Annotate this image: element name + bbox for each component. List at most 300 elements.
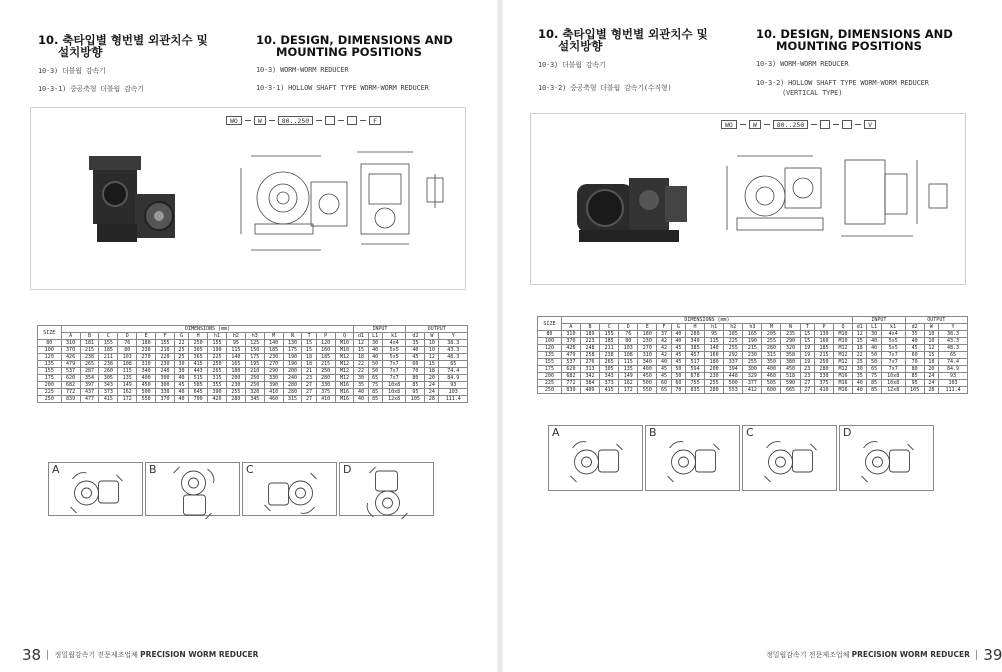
table-column-header: Y: [439, 333, 468, 340]
table-cell: 40: [671, 331, 685, 338]
table-cell: 225: [38, 389, 62, 396]
table-cell: 215: [743, 345, 762, 352]
table-cell: 149: [118, 382, 137, 389]
table-cell: 343: [600, 373, 619, 380]
code-cell: V: [864, 120, 876, 129]
table-cell: 5x5: [382, 347, 406, 354]
table-cell: 270: [137, 354, 156, 361]
table-column-header: h3: [245, 333, 264, 340]
table-cell: 84.9: [939, 366, 968, 373]
table-cell: 200: [538, 373, 562, 380]
table-subheader-row: [538, 324, 968, 331]
table-cell: 85: [867, 380, 881, 387]
gearbox-orientation-icon: [148, 465, 239, 515]
table-column-header: C: [99, 333, 118, 340]
table-cell: 342: [580, 373, 599, 380]
right-figure-frame: [530, 113, 966, 285]
table-cell: 23: [302, 375, 316, 382]
table-cell: 42: [657, 352, 671, 359]
table-cell: M12: [335, 361, 354, 368]
table-cell: 450: [781, 366, 800, 373]
mounting-position-letter: B: [649, 426, 657, 439]
table-cell: 149: [619, 373, 638, 380]
table-cell: 537: [561, 359, 580, 366]
table-cell: 80: [406, 375, 425, 382]
table-cell: 200: [283, 368, 302, 375]
table-cell: 400: [137, 375, 156, 382]
table-cell: 180: [226, 368, 245, 375]
table-cell: 223: [580, 338, 599, 345]
table-cell: 310: [561, 331, 580, 338]
table-cell: 250: [189, 340, 208, 347]
table-cell: 190: [208, 347, 227, 354]
table-cell: 280: [283, 382, 302, 389]
table-row: [538, 366, 968, 373]
table-cell: M12: [834, 352, 853, 359]
table-column-header: L1: [867, 324, 881, 331]
table-cell: 160: [316, 347, 335, 354]
left-footer: [22, 646, 258, 664]
gearbox-orientation-icon: [342, 465, 433, 515]
table-cell: 255: [705, 380, 724, 387]
table-cell: 48.3: [439, 354, 468, 361]
table-row: [38, 361, 468, 368]
table-cell: 75: [867, 373, 881, 380]
code-cell: [820, 120, 830, 129]
table-column-header: F: [156, 333, 175, 340]
table-cell: 21: [302, 368, 316, 375]
table-cell: 250: [208, 361, 227, 368]
table-cell: 125: [245, 340, 264, 347]
table-cell: 4x4: [382, 340, 406, 347]
table-cell: 50: [867, 359, 881, 366]
table-cell: 190: [743, 338, 762, 345]
table-cell: M10: [834, 331, 853, 338]
table-cell: 18: [924, 359, 938, 366]
table-cell: 40: [406, 347, 425, 354]
table-cell: 358: [781, 352, 800, 359]
table-row: [538, 352, 968, 359]
table-cell: M12: [335, 368, 354, 375]
table-cell: 19: [800, 352, 814, 359]
right-dimension-table: [537, 316, 968, 394]
table-cell: 45: [905, 345, 924, 352]
table-cell: 200: [226, 375, 245, 382]
table-cell: 330: [814, 373, 833, 380]
table-cell: 12: [853, 331, 867, 338]
table-cell: 370: [156, 396, 175, 403]
table-header-dimensions: DIMENSIONS (mm): [561, 317, 852, 324]
left-dimension-drawing: [221, 138, 461, 286]
table-cell: 7x7: [881, 352, 905, 359]
table-cell: 230: [638, 338, 657, 345]
table-column-header: G: [671, 324, 685, 331]
left-title-ko-line2: 설치방향: [58, 45, 103, 59]
table-cell: 518: [781, 373, 800, 380]
table-column-header: A: [561, 324, 580, 331]
table-cell: 24: [425, 389, 439, 396]
table-cell: M10: [834, 338, 853, 345]
table-cell: 665: [781, 387, 800, 394]
mounting-position-letter: A: [52, 463, 60, 476]
gearbox-orientation-icon: [745, 428, 836, 490]
table-cell: 230: [137, 347, 156, 354]
table-cell: M16: [335, 382, 354, 389]
table-cell: 460: [762, 373, 781, 380]
table-row: [38, 396, 468, 403]
table-cell: 103: [439, 389, 468, 396]
table-cell: 409: [580, 387, 599, 394]
table-cell: 20: [425, 375, 439, 382]
table-column-header: d1: [354, 333, 368, 340]
table-cell: M16: [335, 389, 354, 396]
table-cell: 420: [208, 396, 227, 403]
table-cell: 329: [743, 373, 762, 380]
table-cell: 457: [686, 352, 705, 359]
table-cell: 250: [814, 359, 833, 366]
right-title-ko-line2: 설치방향: [558, 39, 603, 53]
table-cell: 290: [781, 338, 800, 345]
table-cell: 40: [354, 396, 368, 403]
table-cell: 45: [671, 352, 685, 359]
footer-ko: 정밀웜감속기 전문제조업체: [54, 651, 138, 659]
table-cell: 448: [724, 373, 743, 380]
code-cell: F: [369, 116, 381, 125]
table-cell: 40: [867, 338, 881, 345]
table-cell: 443: [189, 368, 208, 375]
table-row: [538, 359, 968, 366]
table-cell: 415: [99, 396, 118, 403]
table-cell: M12: [834, 366, 853, 373]
table-cell: 111.4: [939, 387, 968, 394]
table-cell: 30: [174, 368, 188, 375]
table-cell: M12: [834, 359, 853, 366]
table-cell: 772: [61, 389, 80, 396]
table-cell: 400: [762, 366, 781, 373]
table-cell: 10: [425, 347, 439, 354]
table-cell: 42: [657, 345, 671, 352]
table-cell: 185: [600, 338, 619, 345]
table-cell: 30: [174, 361, 188, 368]
right-sub2-ko: 10-3-2) 중공축형 더블웜 감속기(수직형): [538, 84, 672, 92]
table-cell: 105: [406, 396, 425, 403]
table-cell: M12: [335, 375, 354, 382]
footer-en: PRECISION WORM REDUCER: [140, 650, 259, 659]
table-row: [38, 389, 468, 396]
table-cell: 65: [657, 387, 671, 394]
right-title-ko-line1: 10. 축타입별 형번별 외관치수 및: [538, 27, 708, 41]
table-cell: 75: [368, 382, 382, 389]
table-cell: 24: [924, 380, 938, 387]
table-cell: 43.3: [939, 338, 968, 345]
table-cell: 175: [38, 375, 62, 382]
mounting-position-letter: B: [149, 463, 157, 476]
code-cell: W: [254, 116, 266, 125]
table-cell: 155: [600, 331, 619, 338]
table-cell: 10x8: [881, 373, 905, 380]
table-header-size: SIZE: [38, 326, 62, 340]
table-cell: 115: [118, 368, 137, 375]
table-cell: 20: [924, 366, 938, 373]
table-cell: 162: [619, 380, 638, 387]
table-cell: 85: [368, 389, 382, 396]
gearbox-orientation-icon: [648, 428, 739, 490]
table-cell: 839: [561, 387, 580, 394]
table-cell: 305: [600, 366, 619, 373]
table-cell: 190: [283, 361, 302, 368]
table-cell: 160: [705, 352, 724, 359]
table-cell: 50: [368, 368, 382, 375]
table-cell: 95: [905, 380, 924, 387]
table-cell: 230: [264, 354, 283, 361]
page-number: 39: [983, 646, 1002, 664]
table-cell: 415: [600, 387, 619, 394]
table-cell: 50: [867, 352, 881, 359]
table-cell: 15: [425, 361, 439, 368]
footer-ko: 정밀웜감속기 전문제조업체: [766, 651, 850, 659]
table-cell: 35: [406, 340, 425, 347]
table-cell: 40: [905, 338, 924, 345]
table-cell: 19: [800, 359, 814, 366]
table-cell: 172: [619, 387, 638, 394]
table-cell: 18: [853, 345, 867, 352]
table-cell: 250: [245, 375, 264, 382]
table-cell: 258: [580, 352, 599, 359]
table-cell: 340: [686, 338, 705, 345]
table-column-header: d2: [406, 333, 425, 340]
table-cell: 537: [61, 368, 80, 375]
code-cell: [842, 120, 852, 129]
table-column-header: k1: [881, 324, 905, 331]
table-cell: 27: [800, 380, 814, 387]
table-column-header: C: [600, 324, 619, 331]
table-cell: 135: [38, 361, 62, 368]
table-cell: 175: [283, 347, 302, 354]
mounting-position-c: [742, 425, 837, 491]
table-cell: 15: [800, 331, 814, 338]
table-row: [538, 380, 968, 387]
left-page: [0, 0, 500, 672]
right-sub2-en-line2: (VERTICAL TYPE): [782, 89, 843, 97]
table-cell: 10: [924, 338, 938, 345]
table-cell: 23: [800, 366, 814, 373]
table-cell: 500: [724, 380, 743, 387]
table-cell: 225: [724, 338, 743, 345]
table-cell: 95: [406, 389, 425, 396]
table-cell: 76: [118, 340, 137, 347]
table-cell: 10: [924, 331, 938, 338]
table-cell: 460: [264, 396, 283, 403]
table-cell: M10: [335, 340, 354, 347]
table-cell: 211: [99, 354, 118, 361]
table-cell: 250: [538, 387, 562, 394]
table-column-header: G: [174, 333, 188, 340]
code-cell: 80..250: [278, 116, 313, 125]
table-cell: 95: [226, 340, 245, 347]
table-cell: 700: [189, 396, 208, 403]
table-cell: 93: [439, 382, 468, 389]
table-cell: 10x8: [382, 389, 406, 396]
table-cell: 345: [245, 396, 264, 403]
table-cell: 215: [814, 352, 833, 359]
table-header-output: OUTPUT: [905, 317, 967, 324]
table-cell: 181: [80, 340, 99, 347]
table-cell: 45: [657, 366, 671, 373]
right-page: [500, 0, 1000, 672]
table-cell: 410: [316, 396, 335, 403]
table-cell: 200: [38, 382, 62, 389]
left-dimension-table: [37, 325, 468, 403]
table-cell: 5x5: [881, 338, 905, 345]
table-cell: 15: [302, 347, 316, 354]
table-cell: 25: [853, 359, 867, 366]
table-row: [538, 338, 968, 345]
table-header-dimensions: DIMENSIONS (mm): [61, 326, 354, 333]
table-column-header: F: [657, 324, 671, 331]
left-title-ko-line1: 10. 축타입별 형번별 외관치수 및: [38, 33, 208, 47]
table-row: [538, 331, 968, 338]
table-cell: 397: [80, 382, 99, 389]
table-cell: 230: [705, 373, 724, 380]
table-cell: 12: [354, 340, 368, 347]
table-cell: 74.4: [439, 368, 468, 375]
gearbox-orientation-icon: [51, 465, 142, 515]
table-column-header: N: [283, 333, 302, 340]
table-column-header: A: [61, 333, 80, 340]
table-cell: 620: [61, 375, 80, 382]
table-cell: 7x7: [881, 359, 905, 366]
table-cell: 390: [264, 382, 283, 389]
table-cell: 225: [538, 380, 562, 387]
table-cell: 313: [580, 366, 599, 373]
table-cell: 22: [174, 340, 188, 347]
table-cell: 27: [302, 389, 316, 396]
table-cell: 190: [283, 354, 302, 361]
table-cell: 100: [38, 347, 62, 354]
table-cell: 15: [924, 352, 938, 359]
right-title-en: [756, 28, 953, 52]
table-cell: M16: [834, 387, 853, 394]
table-cell: 18: [302, 354, 316, 361]
table-cell: 437: [80, 389, 99, 396]
table-cell: 80: [538, 331, 562, 338]
table-row: [38, 354, 468, 361]
table-cell: 38.3: [939, 331, 968, 338]
table-column-header: B: [580, 324, 599, 331]
left-title-en-line2: MOUNTING POSITIONS: [276, 45, 422, 59]
table-cell: 210: [156, 347, 175, 354]
table-cell: 22: [853, 352, 867, 359]
table-body: [38, 340, 468, 403]
mounting-position-letter: D: [843, 426, 852, 439]
left-model-code: [226, 116, 381, 125]
table-cell: 30: [368, 340, 382, 347]
table-cell: 28: [425, 396, 439, 403]
gearbox-orientation-icon: [551, 428, 642, 490]
table-cell: 270: [638, 345, 657, 352]
mounting-position-c: [242, 462, 337, 516]
table-cell: 28: [924, 387, 938, 394]
table-cell: 380: [781, 359, 800, 366]
table-cell: 265: [208, 368, 227, 375]
mounting-position-a: [48, 462, 143, 516]
table-cell: 370: [61, 347, 80, 354]
table-cell: 175: [245, 354, 264, 361]
table-cell: 276: [580, 359, 599, 366]
table-cell: 35: [905, 331, 924, 338]
table-cell: 310: [638, 352, 657, 359]
table-cell: 135: [118, 375, 137, 382]
table-cell: 377: [743, 380, 762, 387]
table-cell: 10x8: [382, 382, 406, 389]
table-cell: 130: [814, 331, 833, 338]
mounting-position-a: [548, 425, 643, 491]
table-cell: 180: [705, 359, 724, 366]
table-column-header: W: [425, 333, 439, 340]
table-column-header: T: [302, 333, 316, 340]
table-cell: 65: [439, 361, 468, 368]
table-cell: 155: [99, 340, 118, 347]
code-cell: WO: [721, 120, 737, 129]
table-cell: 515: [189, 375, 208, 382]
table-cell: 370: [561, 338, 580, 345]
page-number: 38: [22, 646, 42, 664]
table-cell: 35: [853, 373, 867, 380]
right-sub2-en: 10-3-2) HOLLOW SHAFT TYPE WORM-WORM REDUCER: [756, 79, 929, 87]
mounting-position-letter: A: [552, 426, 560, 439]
table-cell: 305: [99, 375, 118, 382]
table-cell: 225: [208, 354, 227, 361]
table-cell: 235: [781, 331, 800, 338]
table-cell: 50: [671, 366, 685, 373]
table-cell: 150: [245, 347, 264, 354]
table-cell: 135: [619, 366, 638, 373]
table-cell: 373: [99, 389, 118, 396]
table-cell: 255: [743, 359, 762, 366]
table-cell: 384: [580, 380, 599, 387]
table-cell: 477: [80, 396, 99, 403]
table-column-header: P: [316, 333, 335, 340]
table-cell: 287: [80, 368, 99, 375]
table-cell: 60: [406, 361, 425, 368]
code-cell: W: [749, 120, 761, 129]
table-cell: 111.4: [439, 396, 468, 403]
table-cell: 100: [538, 338, 562, 345]
table-cell: 550: [638, 387, 657, 394]
table-cell: 550: [137, 396, 156, 403]
table-cell: 18: [425, 368, 439, 375]
table-cell: 7x7: [881, 366, 905, 373]
table-row: [38, 340, 468, 347]
table-cell: 354: [80, 375, 99, 382]
gearbox-orientation-icon: [245, 465, 336, 515]
table-column-header: Q: [335, 333, 354, 340]
table-cell: 65: [939, 352, 968, 359]
table-cell: 140: [264, 340, 283, 347]
table-column-header: T: [800, 324, 814, 331]
table-cell: 27: [302, 382, 316, 389]
table-cell: 27: [302, 396, 316, 403]
table-cell: 22: [354, 361, 368, 368]
table-column-header: E: [638, 324, 657, 331]
table-header-input: INPUT: [354, 326, 406, 333]
table-column-header: N: [781, 324, 800, 331]
table-cell: 38.3: [439, 340, 468, 347]
table-column-header: Y: [939, 324, 968, 331]
table-column-header: h2: [724, 324, 743, 331]
table-cell: 215: [316, 361, 335, 368]
table-cell: 553: [724, 387, 743, 394]
